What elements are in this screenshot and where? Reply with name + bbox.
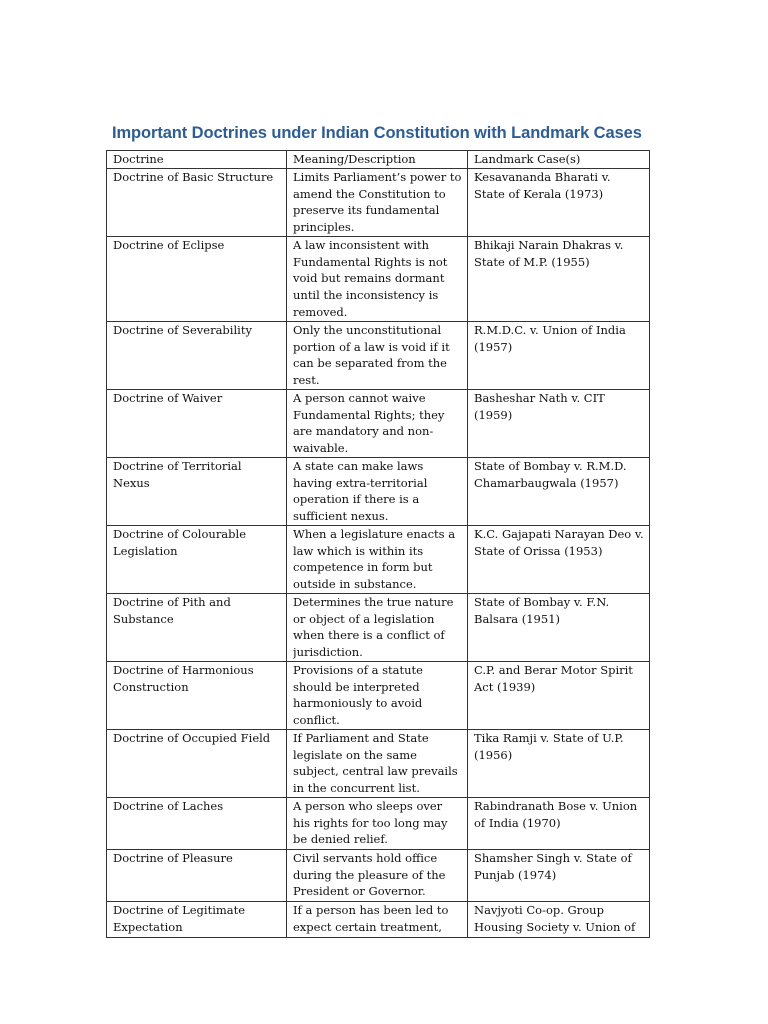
- table-row: [107, 729, 650, 797]
- table-row: [107, 236, 650, 321]
- table-row: [107, 525, 650, 593]
- cell-case: [468, 661, 650, 729]
- cell-doctrine-text: Doctrine of Legitimate Expectation: [113, 902, 246, 934]
- table-row: [107, 457, 650, 525]
- table-row: [107, 797, 650, 849]
- table-row: [107, 389, 650, 457]
- cell-case-text: Bhikaji Narain Dhakras v. State of M.P. (1955): [474, 237, 624, 269]
- cell-meaning: [287, 525, 468, 593]
- table-row: [107, 901, 650, 937]
- cell-meaning-text: When a legislature enacts a law which is within its competence in form but outside in substance.: [293, 526, 456, 592]
- cell-meaning-text: Only the unconstitutional portion of a law is void if it can be separated from the rest.: [293, 322, 450, 388]
- cell-doctrine: [107, 321, 287, 389]
- cell-doctrine-text: Doctrine of Severability: [113, 322, 252, 337]
- cell-meaning: [287, 321, 468, 389]
- cell-doctrine-text: Doctrine of Colourable Legislation: [113, 526, 247, 558]
- cell-meaning: [287, 661, 468, 729]
- cell-doctrine: [107, 593, 287, 661]
- cell-case-text: R.M.D.C. v. Union of India (1957): [474, 322, 626, 354]
- cell-case: [468, 849, 650, 901]
- cell-case: [468, 593, 650, 661]
- cell-case: [468, 389, 650, 457]
- cell-meaning-text: A state can make laws having extra-territorial operation if there is a sufficient nexus.: [293, 458, 428, 524]
- cell-case-text: K.C. Gajapati Narayan Deo v. State of Orissa (1953): [474, 526, 644, 558]
- table-row: [107, 321, 650, 389]
- cell-doctrine: [107, 236, 287, 321]
- cell-case: [468, 797, 650, 849]
- cell-case-text: Shamsher Singh v. State of Punjab (1974): [474, 850, 632, 882]
- cell-case-text: Kesavananda Bharati v. State of Kerala (1973): [474, 169, 611, 201]
- header-cell-meaning: Meaning/Description: [287, 151, 468, 169]
- cell-doctrine-text: Doctrine of Harmonious Construction: [113, 662, 254, 694]
- cell-doctrine: [107, 901, 287, 937]
- cell-meaning: [287, 797, 468, 849]
- table-row: [107, 849, 650, 901]
- table-header-row: [107, 151, 650, 169]
- cell-doctrine: [107, 661, 287, 729]
- cell-meaning-text: A person cannot waive Fundamental Rights; they are mandatory and non-waivable.: [293, 390, 445, 456]
- cell-meaning-text: Determines the true nature or object of a legislation when there is a conflict of jurisdiction.: [293, 594, 454, 660]
- cell-meaning-text: A person who sleeps over his rights for too long may be denied relief.: [293, 798, 448, 847]
- cell-case: [468, 321, 650, 389]
- cell-meaning-text: If Parliament and State legislate on the same subject, central law prevails in the concurrent list.: [293, 730, 458, 796]
- cell-meaning-text: A law inconsistent with Fundamental Rights is not void but remains dormant until the inconsistency is removed.: [293, 237, 448, 319]
- header-cell-doctrine: Doctrine: [107, 151, 287, 169]
- cell-doctrine-text: Doctrine of Laches: [113, 798, 224, 813]
- cell-doctrine-text: Doctrine of Territorial Nexus: [113, 458, 242, 490]
- doctrines-table: [106, 150, 650, 938]
- cell-meaning: [287, 389, 468, 457]
- cell-doctrine-text: Doctrine of Pleasure: [113, 850, 233, 865]
- table-row: [107, 661, 650, 729]
- cell-meaning-text: Provisions of a statute should be interpreted harmoniously to avoid conflict.: [293, 662, 423, 728]
- table-body: [107, 151, 650, 938]
- cell-meaning: [287, 849, 468, 901]
- cell-doctrine: [107, 457, 287, 525]
- cell-case-text: Tika Ramji v. State of U.P. (1956): [474, 730, 624, 762]
- cell-case: [468, 236, 650, 321]
- cell-case-text: Navjyoti Co-op. Group Housing Society v. Union of: [474, 902, 636, 934]
- page-title: Important Doctrines under Indian Constitution with Landmark Cases: [112, 124, 642, 142]
- cell-meaning: [287, 168, 468, 236]
- cell-doctrine-text: Doctrine of Waiver: [113, 390, 223, 405]
- table-row: [107, 168, 650, 236]
- cell-doctrine: [107, 168, 287, 236]
- cell-meaning: [287, 457, 468, 525]
- cell-doctrine: [107, 525, 287, 593]
- cell-case-text: State of Bombay v. R.M.D. Chamarbaugwala (1957): [474, 458, 627, 490]
- cell-doctrine: [107, 729, 287, 797]
- cell-doctrine: [107, 849, 287, 901]
- cell-doctrine-text: Doctrine of Occupied Field: [113, 730, 271, 745]
- cell-doctrine: [107, 797, 287, 849]
- cell-meaning-text: If a person has been led to expect certain treatment,: [293, 902, 449, 934]
- table-row: [107, 593, 650, 661]
- cell-doctrine-text: Doctrine of Eclipse: [113, 237, 225, 252]
- cell-case-text: State of Bombay v. F.N. Balsara (1951): [474, 594, 610, 626]
- cell-case: [468, 457, 650, 525]
- cell-case-text: C.P. and Berar Motor Spirit Act (1939): [474, 662, 633, 694]
- cell-case: [468, 729, 650, 797]
- cell-case: [468, 168, 650, 236]
- cell-case: [468, 525, 650, 593]
- cell-doctrine-text: Doctrine of Basic Structure: [113, 169, 274, 184]
- cell-case-text: Rabindranath Bose v. Union of India (1970): [474, 798, 638, 830]
- cell-doctrine: [107, 389, 287, 457]
- cell-meaning: [287, 729, 468, 797]
- header-cell-case: Landmark Case(s): [468, 151, 650, 169]
- cell-meaning-text: Limits Parliament’s power to amend the Constitution to preserve its fundamental principles.: [293, 169, 462, 235]
- cell-case-text: Basheshar Nath v. CIT (1959): [474, 390, 605, 422]
- cell-case: [468, 901, 650, 937]
- cell-meaning: [287, 593, 468, 661]
- cell-meaning: [287, 901, 468, 937]
- cell-doctrine-text: Doctrine of Pith and Substance: [113, 594, 231, 626]
- cell-meaning-text: Civil servants hold office during the pleasure of the President or Governor.: [293, 850, 446, 899]
- cell-meaning: [287, 236, 468, 321]
